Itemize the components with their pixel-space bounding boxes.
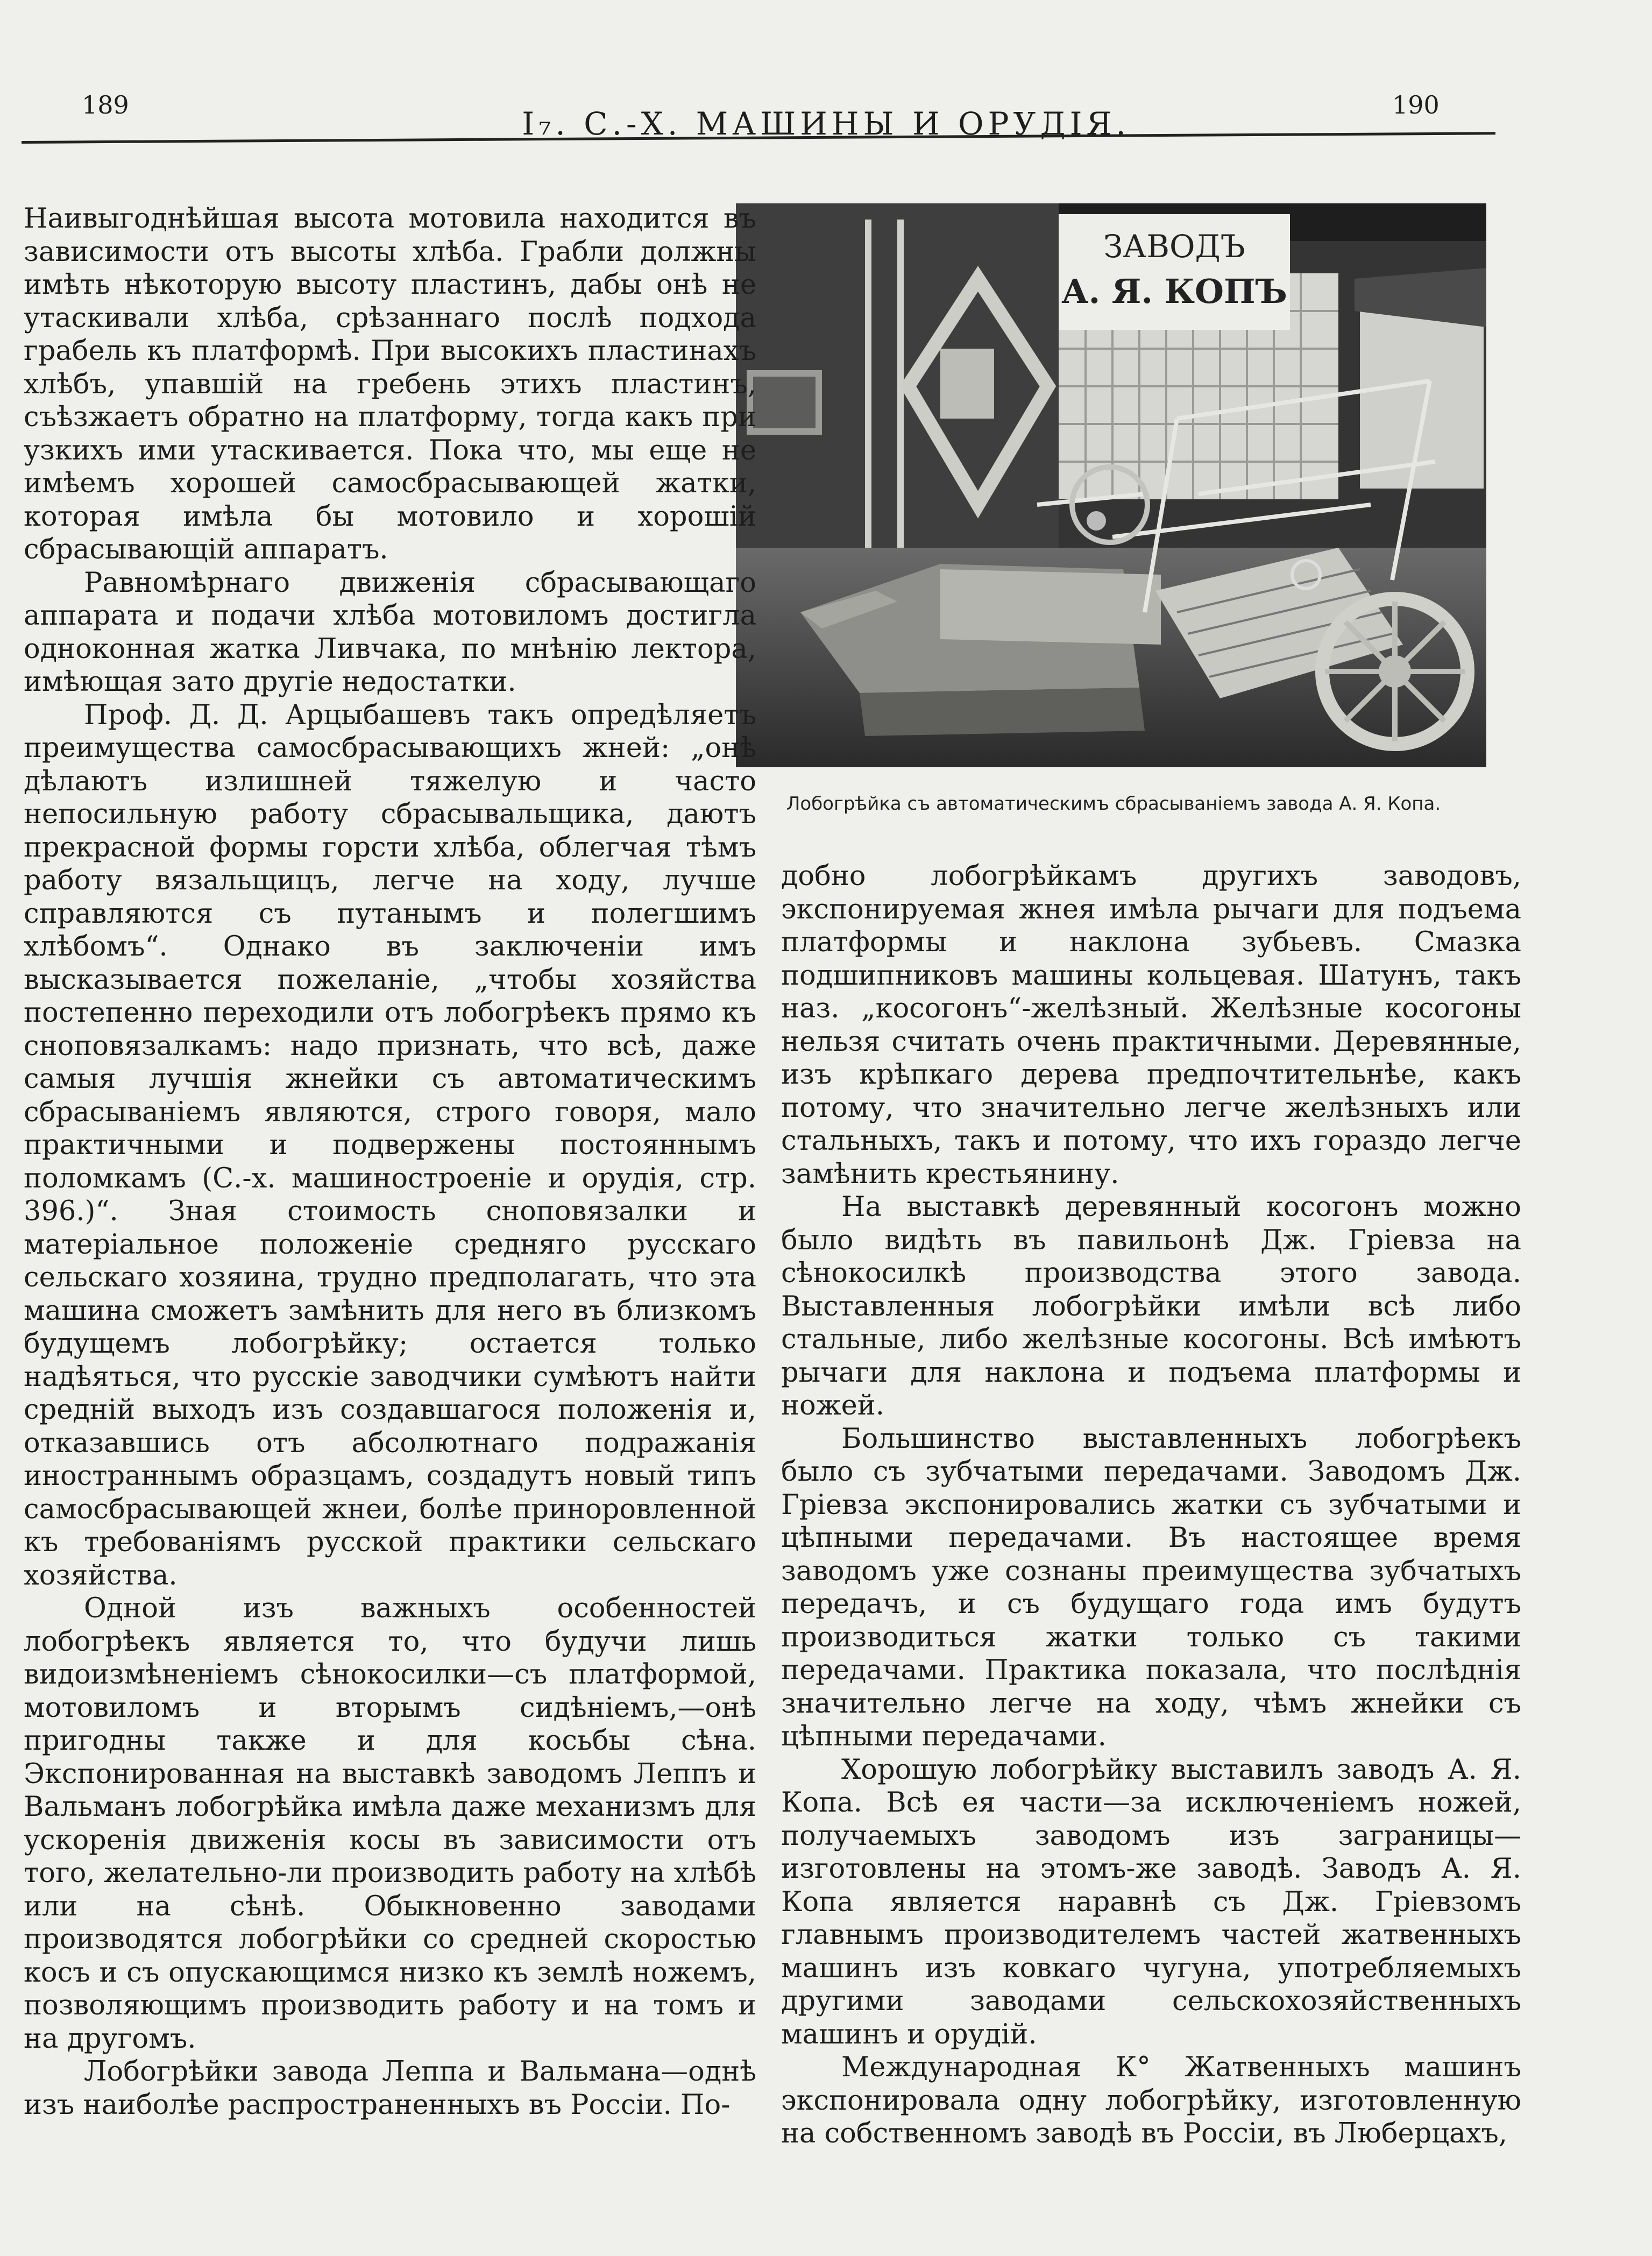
factory-sign-line1: ЗАВОДЪ	[1103, 228, 1245, 265]
paragraph: Проф. Д. Д. Арцыбашевъ такъ опредѣляетъ преимущества самосбрасывающихъ жней: „онѣ дѣлаютъ излишней тяжелую и часто непосильную работу сбрасывальщика, даютъ прекрасной формы горсти хлѣба, облегчая тѣмъ работу вязальщицъ, легче на ходу, лучше справляются съ путанымъ и полегшимъ хлѣбомъ“. Однако въ заключеніи имъ высказывается пожеланіе, „чтобы хозяйства постепенно переходили отъ лобогрѣекъ прямо къ сноповязалкамъ: надо признать, что всѣ, даже самыя лучшія жнейки съ автоматическимъ сбрасываніемъ являются, строго говоря, мало практичными и подвержены постояннымъ поломкамъ (С.-х. машиностроеніе и орудія, стр. 396.)“. Зная стоимость сноповязалки и матеріальное положеніе средняго русскаго сельскаго хозяина, трудно предполагать, что эта машина сможетъ замѣнить для него въ близкомъ будущемъ лобогрѣйку; остается только надѣяться, что русскіе заводчики сумѣютъ найти средній выходъ изъ создавшагося положенія и, отказавшись отъ абсолютнаго подражанія иностраннымъ образцамъ, создадутъ новый типъ самосбрасывающей жнеи, болѣе приноровленной къ требованіямъ русской практики сельскаго хозяйства.	[24, 699, 756, 1592]
text-column-left	[24, 202, 756, 2121]
paragraph: Хорошую лобогрѣйку выставилъ заводъ А. Я. Копа. Всѣ ея части—за исключеніемъ ножей, получаемыхъ заводомъ изъ заграницы—изготовлены на этомъ-же заводѣ. Заводъ А. Я. Копа является наравнѣ съ Дж. Гріевзомъ главнымъ производителемъ частей жатвенныхъ машинъ изъ ковкаго чугуна, употребляемыхъ другими заводами сельскохозяйственныхъ машинъ и орудій.	[781, 1753, 1521, 2050]
figure-photo	[736, 203, 1486, 767]
factory-sign-line2: А. Я. КОПЪ	[1061, 272, 1287, 311]
text-column-right	[781, 860, 1521, 2151]
paragraph: добно лобогрѣйкамъ другихъ заводовъ, экспонируемая жнея имѣла рычаги для подъема платформы и наклона зубьевъ. Смазка подшипниковъ машины кольцевая. Шатунъ, такъ наз. „косогонъ“-желѣзный. Желѣзные косогоны нельзя считать очень практичными. Деревянные, изъ крѣпкаго дерева предпочтительнѣе, какъ потому, что значительно легче желѣзныхъ или стальныхъ, такъ и потому, что ихъ гораздо легче замѣнить крестьянину.	[781, 860, 1521, 1190]
page-number-left: 189	[82, 90, 129, 119]
paragraph: Наивыгоднѣйшая высота мотовила находится въ зависимости отъ высоты хлѣба. Грабли должны имѣть нѣкоторую высоту пластинъ, дабы онѣ не утаскивали хлѣба, срѣзаннаго послѣ подхода грабель къ платформѣ. При высокихъ пластинахъ хлѣбъ, упавшій на гребень этихъ пластинъ, съѣзжаетъ обратно на платформу, тогда какъ при узкихъ ими утаскивается. Пока что, мы еще не имѣемъ хорошей самосбрасывающей жатки, которая имѣла бы мотовило и хорошій сбрасывающій аппаратъ.	[24, 203, 756, 565]
reaper-machine-photo	[736, 203, 1486, 767]
paragraph: Большинство выставленныхъ лобогрѣекъ было съ зубчатыми передачами. Заводомъ Дж. Гріевза экспонировались жатки съ зубчатыми и цѣпными передачами. Въ настоящее время заводомъ уже сознаны преимущества зубчатыхъ передачъ, и съ будущаго года имъ будутъ производиться жатки только съ такими передачами. Практика показала, что послѣднія значительно легче на ходу, чѣмъ жнейки съ цѣпными передачами.	[781, 1423, 1521, 1752]
paragraph: Лобогрѣйки завода Леппа и Вальмана—однѣ изъ наиболѣе распространенныхъ въ Россіи. По-	[24, 2056, 756, 2121]
paragraph: На выставкѣ деревянный косогонъ можно было видѣть въ павильонѣ Дж. Гріевза на сѣнокосилкѣ производства этого завода. Выставленныя лобогрѣйки имѣли всѣ либо стальные, либо желѣзные косогоны. Всѣ имѣютъ рычаги для наклона и подъема платформы и ножей.	[781, 1191, 1521, 1422]
page-number-right: 190	[1392, 90, 1440, 119]
paragraph: Международная К° Жатвенныхъ машинъ экспонировала одну лобогрѣйку, изготовленную на собственномъ заводѣ въ Россіи, въ Люберцахъ,	[781, 2052, 1521, 2149]
paragraph: Равномѣрнаго движенія сбрасывающаго аппарата и подачи хлѣба мотовиломъ достигла одноконная жатка Ливчака, по мнѣнію лектора, имѣющая зато другіе недостатки.	[24, 567, 756, 698]
running-head: I₇. С.-Х. МАШИНЫ И ОРУДІЯ.	[522, 105, 1130, 142]
paragraph: Одной изъ важныхъ особенностей лобогрѣекъ является то, что будучи лишь видоизмѣненіемъ сѣнокосилки—съ платформой, мотовиломъ и вторымъ сидѣніемъ,—онѣ пригодны также и для косьбы сѣна. Экспонированная на выставкѣ заводомъ Леппъ и Вальманъ лобогрѣйка имѣла даже механизмъ для ускоренія движенія косы въ зависимости отъ того, желательно-ли производить работу на хлѣбѣ или на сѣнѣ. Обыкновенно заводами производятся лобогрѣйки со средней скоростью косъ и съ опускающимся низко къ землѣ ножемъ, позволяющимъ производить работу и на томъ и на другомъ.	[24, 1593, 756, 2055]
figure-caption: Лобогрѣйка съ автоматическимъ сбрасываніемъ завода А. Я. Копа.	[786, 793, 1441, 815]
